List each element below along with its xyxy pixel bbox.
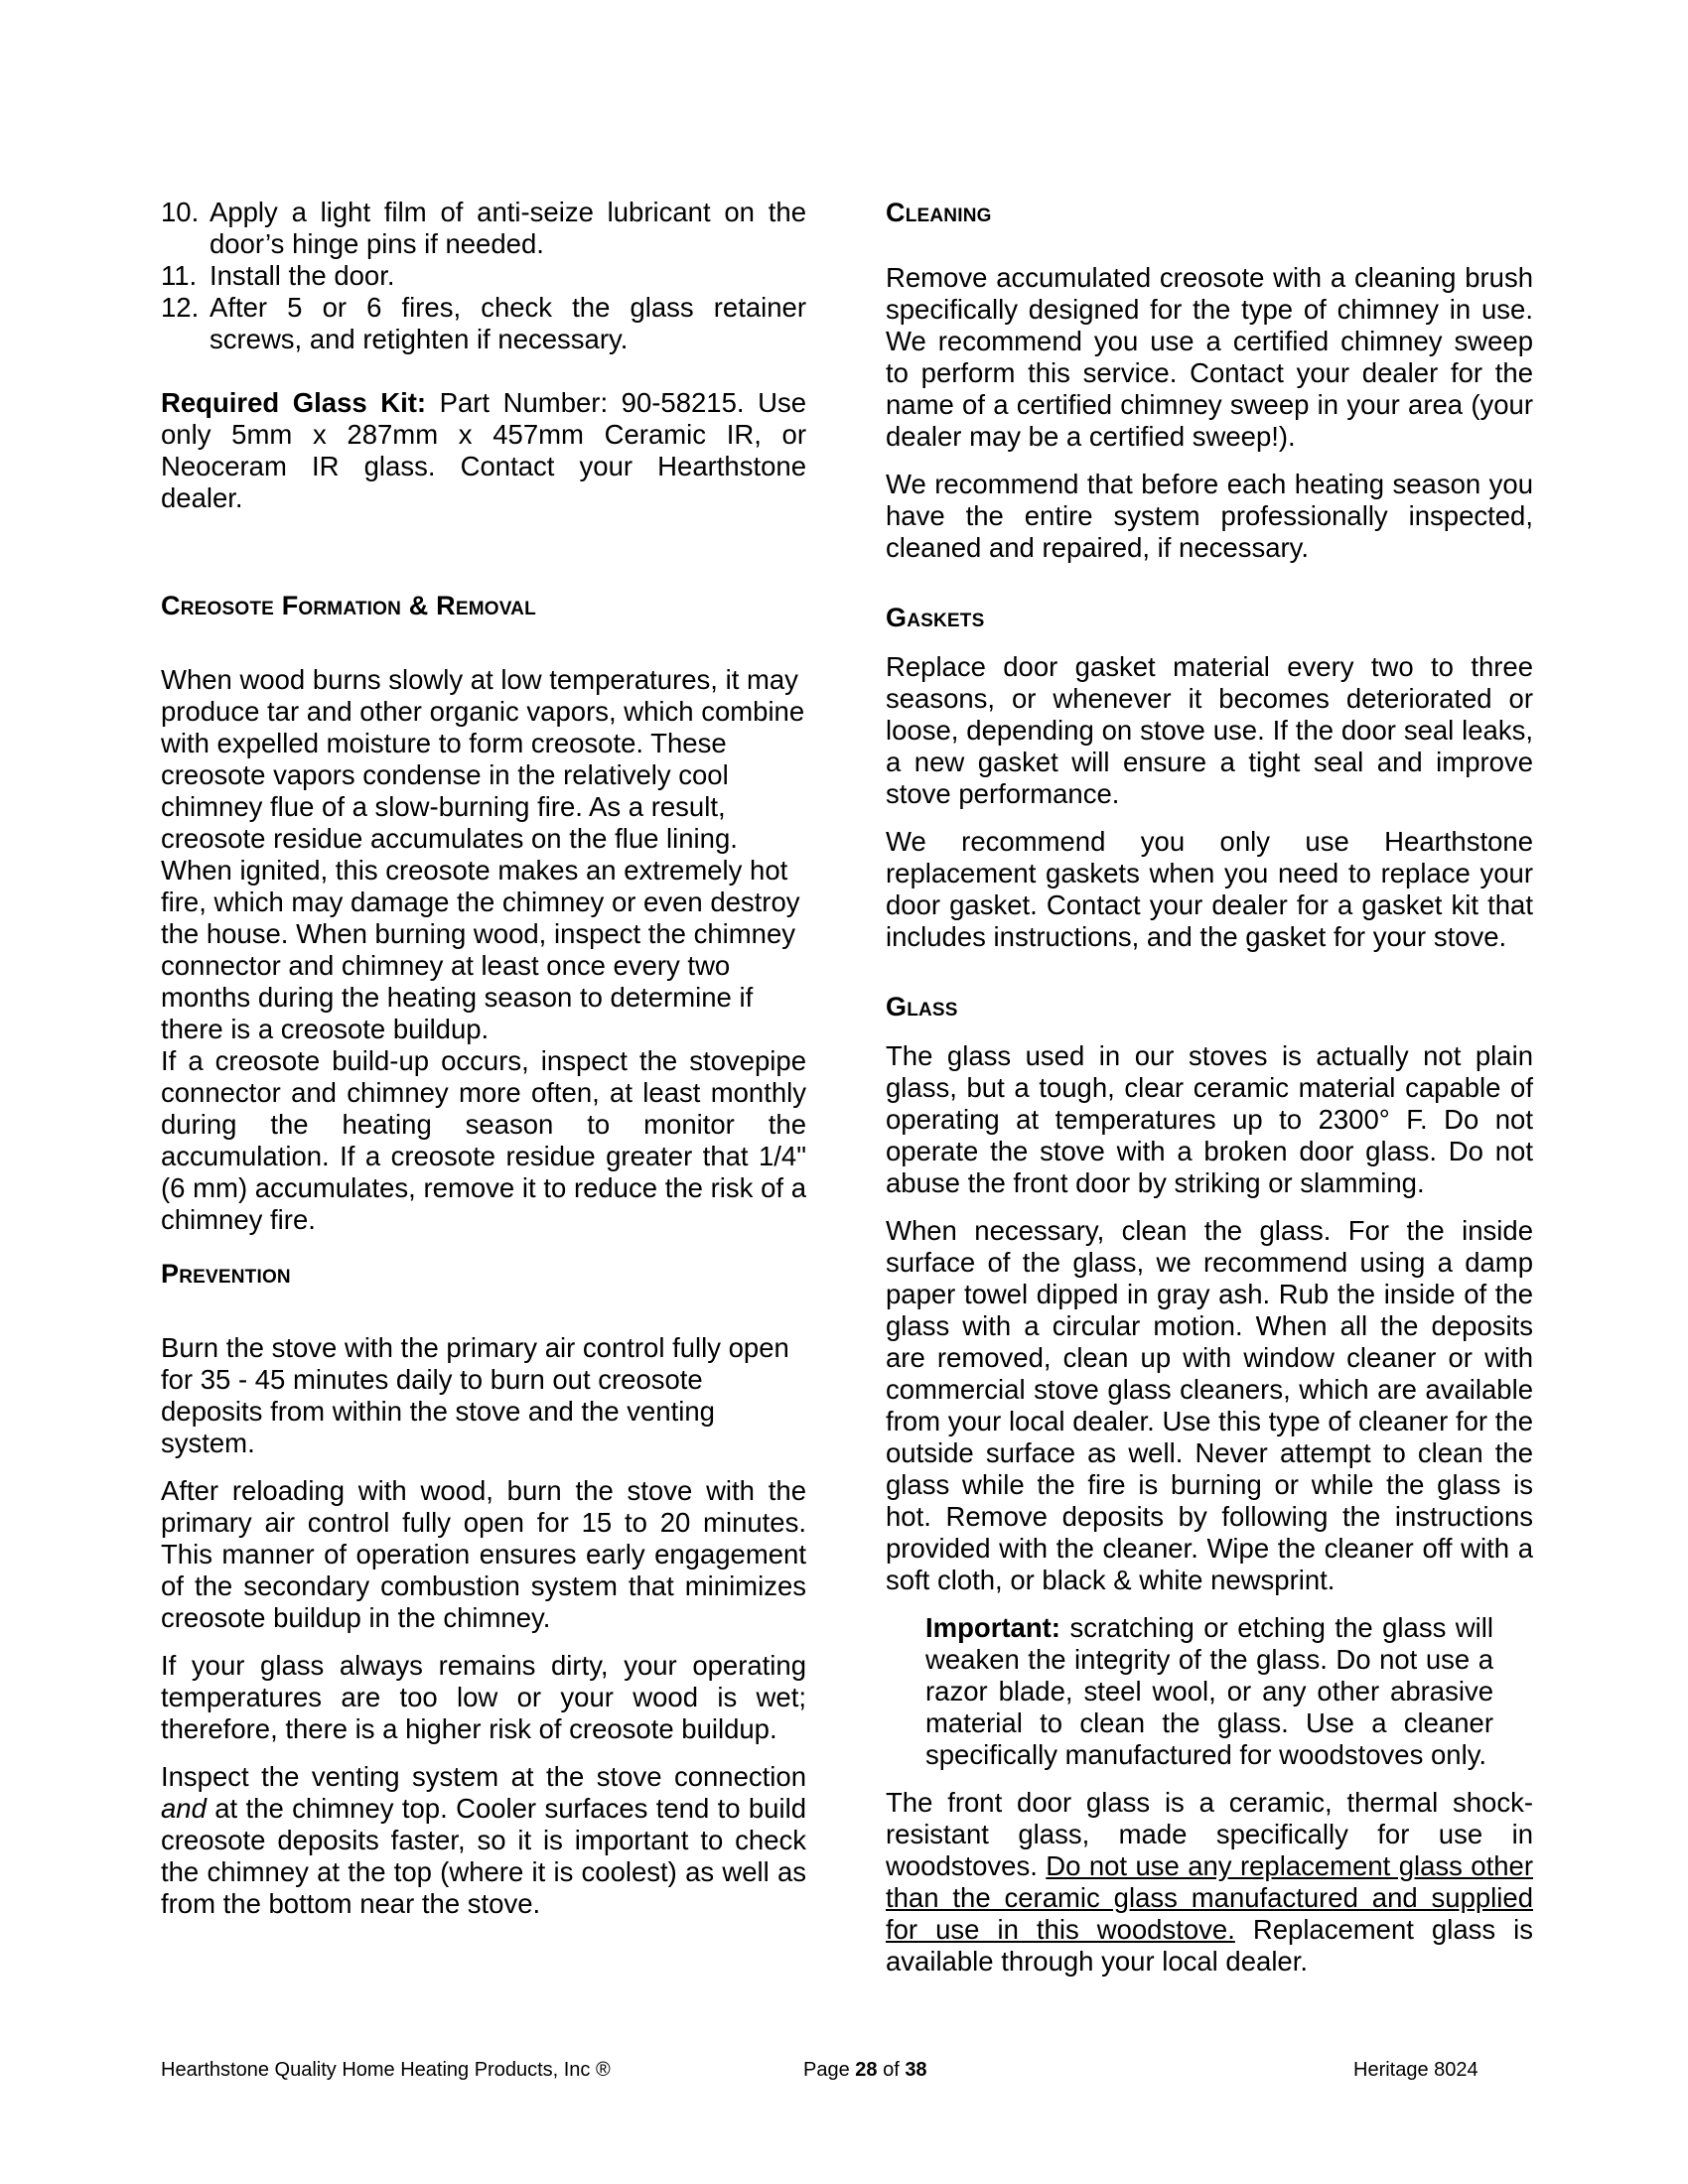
- list-number: 10.: [161, 197, 200, 227]
- prevention-p4-text-end: at the chimney top. Cooler surfaces tend to build creosote deposits faster, so it is important to check the chimney at the top (where it is coolest) as well as from the bottom near the stove.: [161, 1793, 806, 1919]
- footer-page-number: [803, 2057, 927, 2083]
- footer-page-word: Page: [803, 2059, 856, 2081]
- left-column: [161, 197, 806, 1920]
- footer-model: Heritage 8024: [1353, 2059, 1478, 2081]
- important-text: scratching or etching the glass will weaken the integrity of the glass. Do not use a razor blade, steel wool, or any other abrasive material to clean the glass. Use a cleaner specifically manufactured for woodstoves only.: [925, 1612, 1493, 1770]
- important-label: Important:: [925, 1612, 1060, 1643]
- prevention-paragraph-3: If your glass always remains dirty, your operating temperatures are too low or your wood is wet; therefore, there is a higher risk of creosote buildup.: [161, 1650, 806, 1744]
- glass-paragraph-3: [886, 1787, 1533, 1978]
- gaskets-heading: Gaskets: [886, 603, 985, 632]
- footer-company: Hearthstone Quality Home Heating Products, Inc ®: [161, 2059, 611, 2081]
- footer-of-word: of: [877, 2059, 906, 2081]
- list-item: [161, 292, 806, 355]
- glass-heading: Glass: [886, 992, 958, 1022]
- footer-page-current: 28: [855, 2059, 878, 2081]
- cleaning-paragraph-1: Remove accumulated creosote with a cleaning brush specifically designed for the type of chimney in use. We recommend you use a certified chimney sweep to perform this service. Contact your dealer for the name of a certified chimney sweep in your area (your dealer may be a certified sweep!).: [886, 262, 1533, 452]
- glass-kit-paragraph: [161, 387, 806, 514]
- prevention-paragraph-2: After reloading with wood, burn the stove with the primary air control fully open for 15 to 20 minutes. This manner of operation ensures early engagement of the secondary combustion system that minimizes creosote buildup in the chimney.: [161, 1475, 806, 1633]
- creosote-heading: Creosote Formation & Removal: [161, 591, 536, 620]
- list-item: [161, 197, 806, 260]
- prevention-p4-emphasis: and: [161, 1793, 207, 1824]
- page-footer: [161, 2057, 1501, 2083]
- creosote-paragraph-1: When wood burns slowly at low temperatures, it may produce tar and other organic vapors, which combine with expelled moisture to form creosote. These creosote vapors condense in the relatively cool chimney flue of a slow-burning fire. As a result, creosote residue accumulates on the flue lining. When ignited, this creosote makes an extremely hot fire, which may damage the chimney or even destroy the house. When burning wood, inspect the chimney connector and chimney at least once every two months during the heating season to determine if there is a creosote buildup.: [161, 664, 805, 1044]
- list-text: Apply a light film of anti-seize lubricant on the door’s hinge pins if needed.: [210, 197, 806, 259]
- prevention-heading: Prevention: [161, 1259, 291, 1289]
- glass-p3-text: The front door glass is a ceramic, thermal shock-resistant glass, made specifically for use in woodstoves.: [886, 1787, 1533, 1881]
- glass-p3-text-end: Replacement glass is available through your local dealer.: [886, 1914, 1534, 1977]
- prevention-paragraph-4: [161, 1761, 806, 1920]
- glass-paragraph-2: When necessary, clean the glass. For the inside surface of the glass, we recommend using a damp paper towel dipped in gray ash. Rub the inside of the glass with a circular motion. When all the deposits are removed, clean up with window cleaner or with commercial stove glass cleaners, which are available from your local dealer. Use this type of cleaner for the outside surface as well. Never attempt to clean the glass while the fire is burning or while the glass is hot. Remove deposits by following the instructions provided with the cleaner. Wipe the cleaner off with a soft cloth, or black & white newsprint.: [886, 1215, 1533, 1595]
- cleaning-paragraph-2: We recommend that before each heating season you have the entire system professionally inspected, cleaned and repaired, if necessary.: [886, 469, 1533, 563]
- list-number: 11.: [161, 260, 198, 291]
- glass-paragraph-1: The glass used in our stoves is actually not plain glass, but a tough, clear ceramic material capable of operating at temperatures up to 2300° F. Do not operate the stove with a broken door glass. Do not abuse the front door by striking or slamming.: [886, 1040, 1533, 1198]
- footer-page-total: 38: [905, 2059, 927, 2081]
- list-item: [161, 260, 806, 292]
- important-note: [925, 1612, 1493, 1771]
- prevention-p4-text: Inspect the venting system at the stove connection: [161, 1761, 806, 1792]
- right-column: [886, 197, 1533, 1978]
- list-text: Install the door.: [210, 260, 395, 291]
- creosote-paragraph-2: If a creosote build-up occurs, inspect the stovepipe connector and chimney more often, at least monthly during the heating season to monitor the accumulation. If a creosote residue greater that 1/4" (6 mm) accumulates, remove it to reduce the risk of a chimney fire.: [161, 1045, 806, 1235]
- cleaning-heading: Cleaning: [886, 198, 992, 227]
- gaskets-paragraph-1: Replace door gasket material every two to three seasons, or whenever it becomes deteriorated or loose, depending on stove use. If the door seal leaks, a new gasket will ensure a tight seal and improve stove performance.: [886, 651, 1533, 809]
- prevention-paragraph-1: Burn the stove with the primary air control fully open for 35 - 45 minutes daily to burn out creosote deposits from within the stove and the venting system.: [161, 1332, 789, 1458]
- list-text: After 5 or 6 fires, check the glass retainer screws, and retighten if necessary.: [210, 292, 806, 354]
- glass-p3-underlined: Do not use any replacement glass other than the ceramic glass manufactured and supplied for use in this woodstove.: [886, 1850, 1533, 1945]
- list-number: 12.: [161, 292, 200, 323]
- glass-kit-label: Required Glass Kit:: [161, 387, 427, 418]
- glass-kit-text: Part Number: 90-58215. Use only 5mm x 287mm x 457mm Ceramic IR, or Neoceram IR glass. Contact your Hearthstone dealer.: [161, 387, 806, 513]
- gaskets-paragraph-2: We recommend you only use Hearthstone replacement gaskets when you need to replace your door gasket. Contact your dealer for a gasket kit that includes instructions, and the gasket for your stove.: [886, 826, 1533, 952]
